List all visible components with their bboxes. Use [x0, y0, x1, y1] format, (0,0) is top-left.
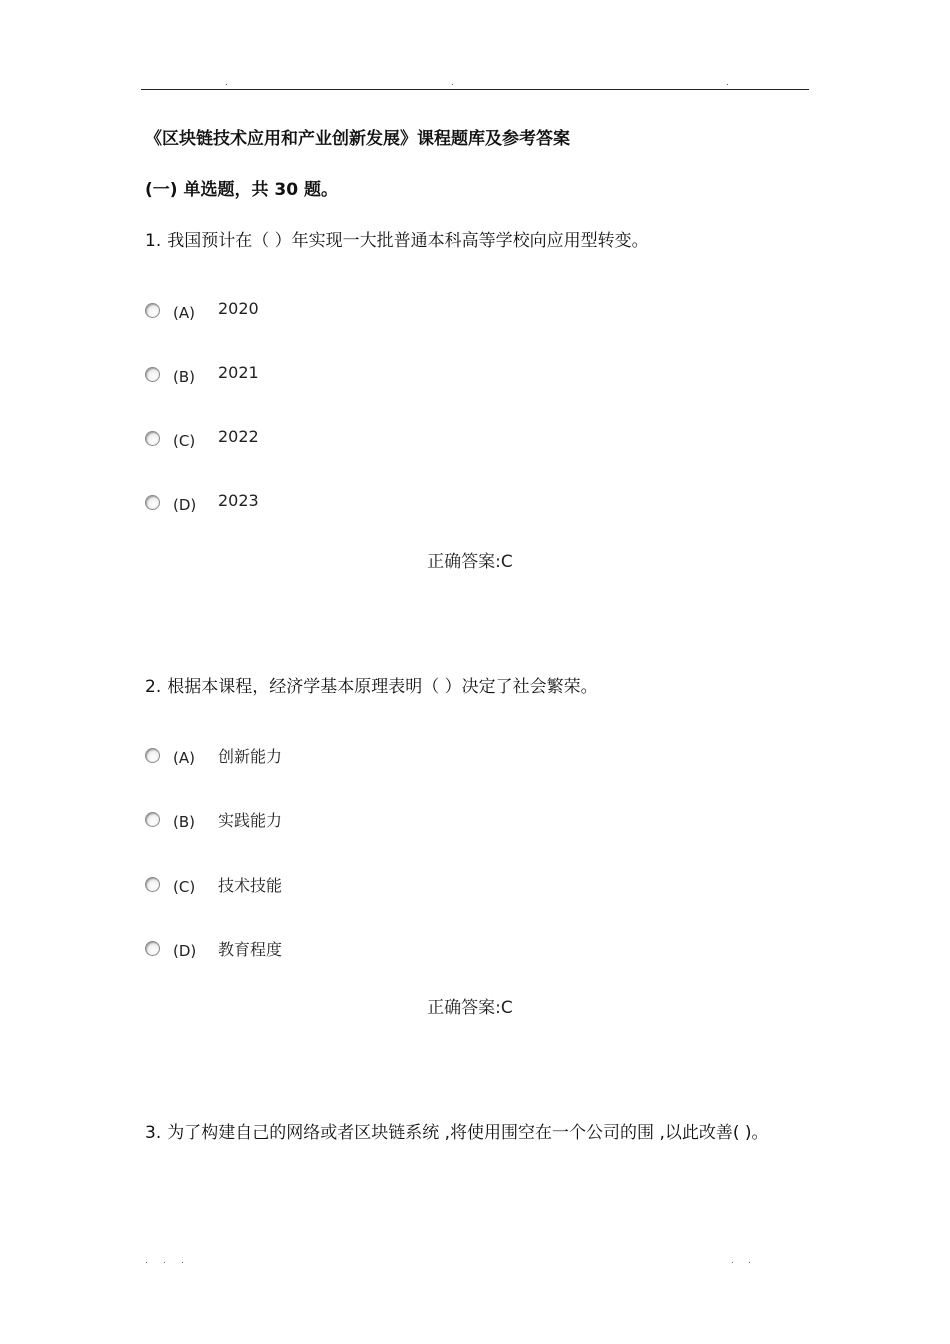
radio-button-icon[interactable]	[145, 367, 160, 382]
radio-button-icon[interactable]	[145, 748, 160, 763]
question-text: 为了构建自己的网络或者区块链系统 ,将使用围空在一个公司的围 ,以此改善( )。	[167, 1123, 769, 1143]
option-text: 教育程度	[218, 940, 283, 959]
radio-button-icon[interactable]	[145, 495, 160, 510]
correct-answer: 正确答案:C	[427, 552, 513, 572]
option-text: 创新能力	[218, 747, 283, 766]
header-rule	[141, 89, 809, 90]
question-text: 根据本课程，经济学基本原理表明（ ）决定了社会繁荣。	[167, 677, 598, 697]
correct-answer: 正确答案:C	[427, 998, 513, 1018]
option-text: 2023	[218, 491, 259, 510]
option-label: (A)	[173, 749, 195, 767]
option-text: 2022	[218, 427, 259, 446]
header-dot: .	[726, 78, 729, 88]
section-heading: (一) 单选题，共 30 题。	[145, 180, 338, 200]
question-number: 1.	[145, 231, 162, 251]
footer-dot: .	[181, 1256, 184, 1266]
option-label: (D)	[173, 496, 197, 514]
question-number: 2.	[145, 677, 162, 697]
option-text: 实践能力	[218, 811, 283, 830]
header-dot: .	[225, 78, 228, 88]
header-dot: .	[451, 78, 454, 88]
option-label: (B)	[173, 368, 195, 386]
option-text: 2020	[218, 299, 259, 318]
footer-dot: .	[163, 1256, 166, 1266]
option-label: (D)	[173, 942, 197, 960]
option-label: (B)	[173, 813, 195, 831]
option-label: (C)	[173, 432, 196, 450]
radio-button-icon[interactable]	[145, 431, 160, 446]
option-text: 2021	[218, 363, 259, 382]
footer-dot: .	[145, 1256, 148, 1266]
option-label: (A)	[173, 304, 195, 322]
option-text: 技术技能	[218, 876, 283, 895]
question-text: 我国预计在（ ）年实现一大批普通本科高等学校向应用型转变。	[167, 231, 649, 251]
question-3	[145, 1118, 769, 1143]
footer-dot: .	[748, 1256, 751, 1266]
question-2	[145, 672, 598, 697]
document-title: 《区块链技术应用和产业创新发展》课程题库及参考答案	[145, 129, 570, 149]
question-number: 3.	[145, 1123, 162, 1143]
radio-button-icon[interactable]	[145, 877, 160, 892]
radio-button-icon[interactable]	[145, 303, 160, 318]
footer-dot: .	[731, 1256, 734, 1266]
option-label: (C)	[173, 878, 196, 896]
radio-button-icon[interactable]	[145, 941, 160, 956]
question-1	[145, 226, 649, 251]
radio-button-icon[interactable]	[145, 812, 160, 827]
